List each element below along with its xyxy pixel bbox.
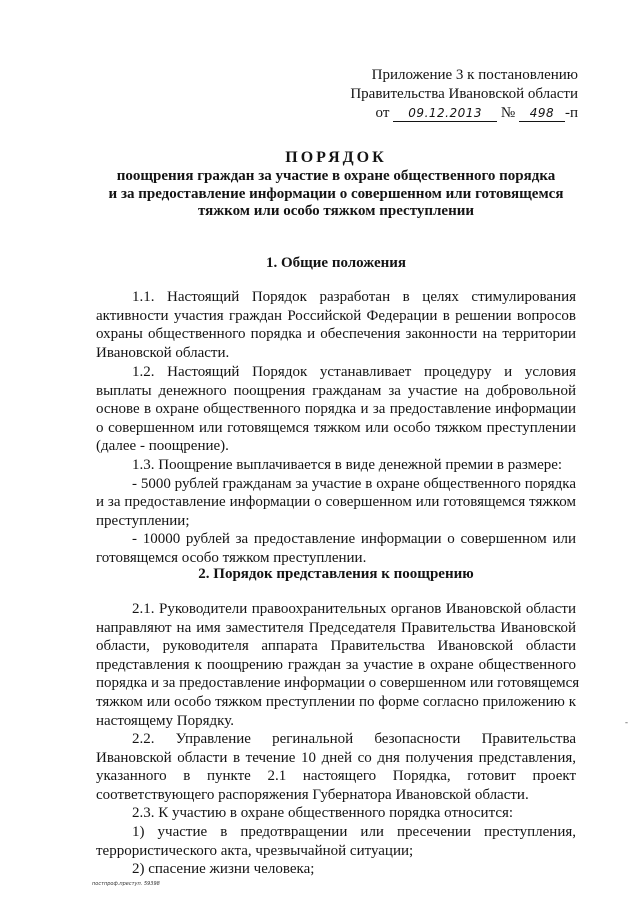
section-heading: 2. Порядок представления к поощрению bbox=[198, 566, 474, 582]
paragraph-line: 2.2. Управление регинальной безопасности Правительства bbox=[132, 731, 576, 747]
margin-mark: - bbox=[625, 717, 628, 727]
appendix-header bbox=[350, 66, 578, 123]
paragraph-line: порядка и за предоставление информации о совершенном или готовящемся bbox=[96, 675, 580, 692]
appendix-line-1: Приложение 3 к постановлению bbox=[371, 67, 578, 83]
paragraph-line: активности участия граждан Российской Федерации в решении вопросов bbox=[96, 307, 576, 324]
paragraph-line: (далее - поощрение). bbox=[96, 438, 229, 455]
paragraph-line: - 5000 рублей гражданам за участие в охране общественного порядка bbox=[132, 475, 576, 492]
paragraph-line: о совершенном или готовящемся тяжком или особо тяжком преступлении bbox=[96, 419, 576, 436]
from-prefix: от bbox=[375, 105, 390, 121]
paragraph-line: готовящемся особо тяжком преступлении. bbox=[96, 549, 367, 566]
handwritten-number: 498 bbox=[519, 105, 565, 122]
paragraph-2-3 bbox=[96, 804, 576, 823]
paragraph-line: соответствующего распоряжения Губернатора Ивановской области. bbox=[96, 786, 529, 803]
number-suffix: -п bbox=[564, 105, 578, 121]
list-item-1 bbox=[96, 823, 576, 860]
document-title: ПОРЯДОК bbox=[285, 149, 387, 166]
paragraph-2-2 bbox=[96, 730, 576, 804]
paragraph-line: 1.1. Настоящий Порядок разработан в целях стимулирования bbox=[132, 289, 576, 305]
paragraph-line: 2) спасение жизни человека; bbox=[132, 861, 315, 877]
paragraph-line: 2.3. К участию в охране общественного порядка относится: bbox=[132, 805, 514, 821]
paragraph-line: Ивановской области в течение 10 дней со дня получения представления, bbox=[96, 749, 576, 766]
paragraph-line: преступлении; bbox=[96, 512, 190, 529]
section-heading: 1. Общие положения bbox=[265, 255, 407, 271]
paragraph-line: направляют на имя заместителя Председателя Правительства Ивановской bbox=[96, 619, 576, 636]
number-sign: № bbox=[500, 105, 516, 121]
appendix-date-line bbox=[350, 104, 578, 123]
document-subtitle-line: и за предоставление информации о совершенном или готовящемся bbox=[108, 185, 564, 202]
paragraph-line: выплаты денежного поощрения гражданам за участие на добровольной bbox=[96, 382, 576, 399]
paragraph-line: представления к поощрению граждан за участие в охране общественного bbox=[96, 656, 576, 673]
paragraph-line: террористического акта, чрезвычайной ситуации; bbox=[96, 842, 414, 859]
paragraph-line: и за предоставление информации о совершенном или готовящемся тяжком bbox=[96, 494, 576, 511]
document-subtitle-line: тяжком или особо тяжком преступлении bbox=[197, 203, 475, 219]
list-item-2 bbox=[96, 860, 576, 879]
appendix-line-2: Правительства Ивановской области bbox=[350, 86, 578, 102]
paragraph-2-1 bbox=[96, 600, 580, 730]
document-title-block bbox=[96, 148, 576, 221]
paragraph-line: 2.1. Руководители правоохранительных органов Ивановской области bbox=[132, 601, 576, 617]
paragraph-line: охраны общественного порядка и обеспечения законности на территории bbox=[96, 326, 576, 343]
paragraph-line: - 10000 рублей за предоставление информации о совершенном или bbox=[132, 531, 576, 548]
paragraph-1-3 bbox=[96, 456, 576, 568]
paragraph-line: 1.3. Поощрение выплачивается в виде денежной премии в размере: bbox=[132, 457, 563, 473]
paragraph-line: Ивановской области. bbox=[96, 344, 230, 361]
paragraph-line: указанного в пункте 2.1 настоящего Порядка, готовит проект bbox=[96, 768, 576, 785]
paragraph-1-1 bbox=[96, 288, 576, 362]
paragraph-line: тяжком или особо тяжком преступлении по форме согласно приложению к bbox=[96, 693, 576, 710]
paragraph-line: 1.2. Настоящий Порядок устанавливает процедуру и условия bbox=[132, 364, 576, 380]
paragraph-line: 1) участие в предотвращении или пресечении преступления, bbox=[132, 824, 576, 840]
document-subtitle-line: поощрения граждан за участие в охране общественного порядка bbox=[116, 168, 556, 184]
paragraph-line: области, руководителя аппарата Правительства Ивановской области bbox=[96, 638, 576, 655]
file-footnote: постпроф.преступ. 59398 bbox=[92, 881, 160, 887]
paragraph-line: настоящему Порядку. bbox=[96, 712, 234, 729]
handwritten-date: 09.12.2013 bbox=[393, 105, 497, 122]
paragraph-line: основе в охране общественного порядка и за предоставление информации bbox=[96, 401, 576, 418]
paragraph-1-2 bbox=[96, 363, 576, 456]
